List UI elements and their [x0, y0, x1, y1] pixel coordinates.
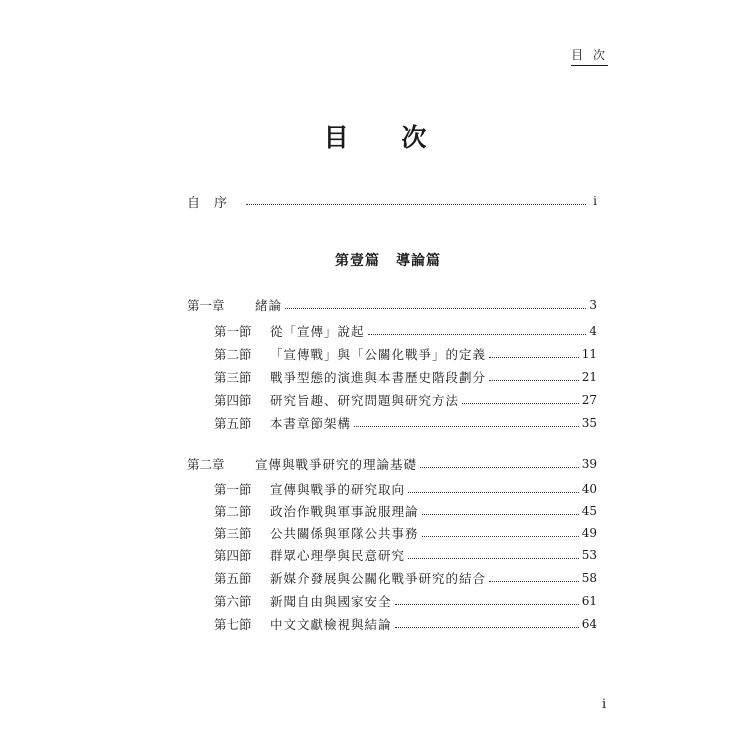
toc-chapter-row[interactable]	[187, 295, 597, 315]
section-number: 第三節	[214, 526, 252, 541]
leader-dots	[395, 626, 579, 628]
page-title: 目 次	[323, 123, 449, 152]
chapter-page: 39	[581, 457, 597, 471]
part-heading	[0, 250, 750, 270]
section-number: 第一節	[214, 482, 252, 497]
section-title: 新媒介發展與公關化戰爭研究的結合	[270, 571, 487, 586]
leader-dots	[246, 203, 586, 205]
page-number: i	[602, 697, 607, 712]
section-title: 本書章節架構	[270, 416, 352, 431]
section-number: 第五節	[214, 571, 252, 586]
section-title: 「宣傳戰」與「公關化戰爭」的定義	[270, 347, 487, 362]
section-page: 61	[581, 594, 597, 608]
toc-section-row[interactable]	[214, 614, 597, 634]
toc-section-row[interactable]	[214, 390, 597, 410]
leader-dots	[489, 356, 579, 358]
section-page: 11	[581, 347, 597, 361]
chapter-number: 第一章	[187, 298, 225, 313]
section-page: 49	[581, 526, 597, 540]
leader-dots	[368, 333, 586, 335]
section-number: 第五節	[214, 416, 252, 431]
section-number: 第二節	[214, 504, 252, 519]
toc-section-row[interactable]	[214, 545, 597, 565]
leader-dots	[354, 425, 579, 427]
toc-section-row[interactable]	[214, 344, 597, 364]
chapter-page: 3	[589, 298, 597, 312]
section-title: 宣傳與戰爭的研究取向	[270, 482, 406, 497]
section-page: 21	[581, 370, 597, 384]
leader-dots	[395, 603, 579, 605]
part-number: 第壹篇	[335, 253, 380, 269]
section-page: 27	[581, 393, 597, 407]
chapter-number: 第二章	[187, 457, 225, 472]
section-title: 公共關係與軍隊公共事務	[270, 526, 419, 541]
section-number: 第六節	[214, 594, 252, 609]
running-head: 目 次	[571, 46, 608, 66]
section-title: 中文文獻檢視與結論	[270, 617, 392, 632]
section-page: 4	[589, 324, 597, 338]
section-page: 53	[581, 548, 597, 562]
section-page: 40	[581, 482, 597, 496]
leader-dots	[408, 491, 579, 493]
toc-section-row[interactable]	[214, 321, 597, 341]
section-number: 第三節	[214, 370, 252, 385]
section-title: 政治作戰與軍事說服理論	[270, 504, 419, 519]
section-page: 58	[581, 571, 597, 585]
preface-label: 自序	[187, 195, 242, 211]
leader-dots	[422, 513, 579, 515]
toc-preface-row[interactable]	[187, 191, 597, 211]
toc-section-row[interactable]	[214, 568, 597, 588]
section-title: 新聞自由與國家安全	[270, 594, 392, 609]
part-name: 導論篇	[396, 253, 441, 269]
leader-dots	[408, 557, 579, 559]
section-number: 第七節	[214, 617, 252, 632]
section-page: 45	[581, 504, 597, 518]
section-number: 第四節	[214, 393, 252, 408]
section-number: 第一節	[214, 324, 252, 339]
leader-dots	[422, 535, 579, 537]
toc-chapter-row[interactable]	[187, 454, 597, 474]
section-page: 35	[581, 416, 597, 430]
preface-page: i	[593, 194, 597, 208]
chapter-title: 宣傳與戰爭研究的理論基礎	[255, 457, 418, 472]
section-number: 第二節	[214, 347, 252, 362]
leader-dots	[285, 307, 586, 309]
toc-section-row[interactable]	[214, 501, 597, 521]
leader-dots	[489, 379, 579, 381]
leader-dots	[420, 466, 579, 468]
section-title: 戰爭型態的演進與本書歷史階段劃分	[270, 370, 487, 385]
toc-section-row[interactable]	[214, 479, 597, 499]
section-title: 群眾心理學與民意研究	[270, 548, 406, 563]
section-title: 從「宣傳」說起	[270, 324, 365, 339]
section-page: 64	[581, 617, 597, 631]
leader-dots	[489, 580, 579, 582]
section-title: 研究旨趣、研究問題與研究方法	[270, 393, 460, 408]
toc-section-row[interactable]	[214, 523, 597, 543]
chapter-title: 緒論	[255, 298, 283, 313]
section-number: 第四節	[214, 548, 252, 563]
leader-dots	[462, 402, 579, 404]
toc-section-row[interactable]	[214, 591, 597, 611]
toc-section-row[interactable]	[214, 367, 597, 387]
toc-section-row[interactable]	[214, 413, 597, 433]
